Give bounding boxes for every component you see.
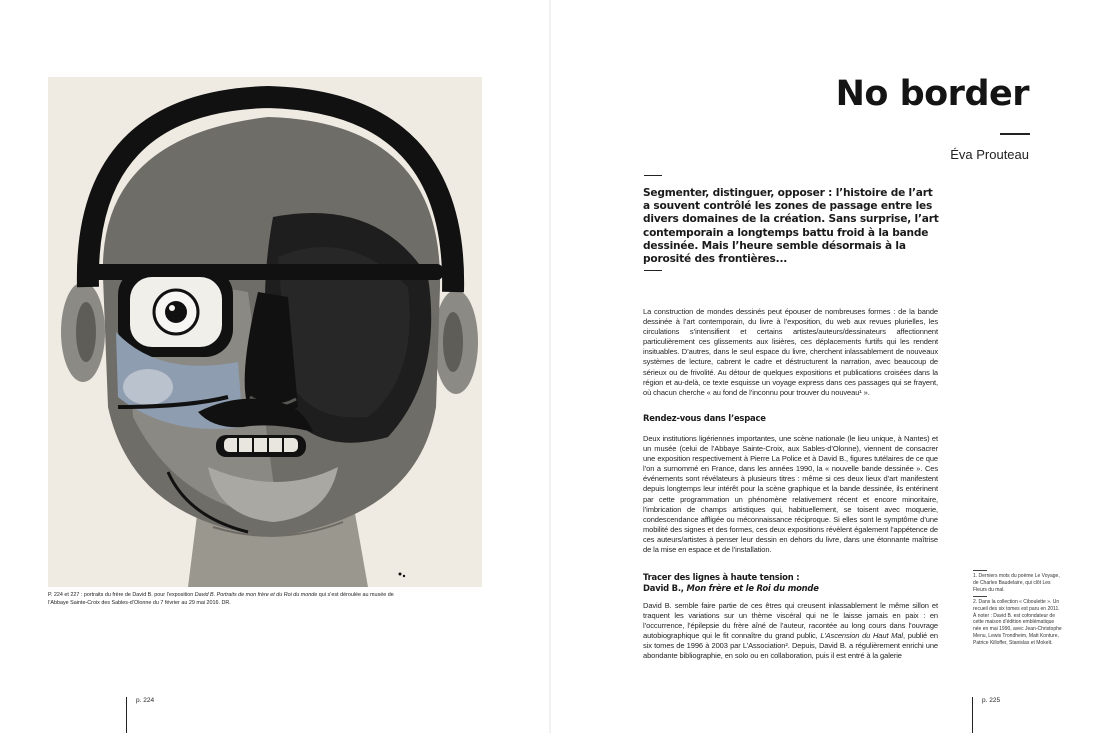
caption-text-end: qui s’est déroulée au musée de l’Abbaye Sainte-Croix des Sables-d’Olonne du 7 février au 29 mai 2016. DR. [48,592,394,606]
caption-text-start: P. 224 et 227 : portraits du frère de David B. pour l’exposition [48,592,195,598]
footnote-rule [973,596,987,597]
section2-heading [643,572,819,593]
footnote-1: 1. Derniers mots du poème Le Voyage, de Charles Baudelaire, qui clôt Les Fleurs du mal. [973,573,1060,593]
article-author: Éva Prouteau [950,147,1029,162]
section2-paragraph [643,601,938,662]
intro-paragraph: La construction de mondes dessinés peut épouser de nombreuses formes : de la bande dessinée à l’art contemporain, du livre à l’exposition, du web aux revues plurielles, les circulations s’intensifient et certains artistes/auteurs/dessinateurs affectionnent particulièrement ces glissements aux lisières, ces déplacements furtifs qui les rendent insituables. D’autres, dans le seul espace du livre, cherchent inlassablement de nouveaux systèmes de lecture, cabrent le cadre et déstructurent la narration, avec beaucoup de sérieux ou de frivolité. Au détour de quelques expositions et publications croisées dans la région et au-delà, ce texte esquisse un voyage express dans ces passages qui se frayent, où chacun cherche « au fond de l’inconnu pour trouver du nouveau¹ ». [643,307,938,397]
section2-heading-line2-italic: Mon frère et le Roi du monde [686,582,819,593]
left-folio-rule [126,697,127,733]
title-rule [1000,133,1030,135]
caption-italic-title: David B. Portraits de mon frère et du Roi du monde [194,592,318,598]
lead-top-rule [644,175,662,176]
section1-heading: Rendez-vous dans l’espace [643,413,766,423]
right-folio-rule [972,697,973,733]
section1-paragraph: Deux institutions ligériennes importantes, une scène nationale (le lieu unique, à Nantes) et un musée (celui de l’Abbaye Sainte-Croix, aux Sables-d’Olonne), viennent de consacrer une exposition respectivement à Pierre La Police et à David B., figures tutélaires de ce que l’on a surnommé en France, dans les années 1990, la « nouvelle bande dessinée ». Ces événements sont révélateurs à plusieurs titres : même si ces deux lieux d’art manifestent depuis longtemps leur intérêt pour la scène graphique et la bande dessinée, ils entérinent par cette programmation un phénomène relativement récent et encore minoritaire, l’imbrication de champs artistiques qui, habituellement, se toisent avec moquerie, condescendance affligée ou méconnaissance réciproque. Si elles sont le symptôme d’une mobilité des signes et des formes, ces deux expositions révèlent également l’appétence de ces auteurs/artistes à penser leur dessin en dehors du livre, dans une étonnante maîtrise de la mise en espace et de l’installation. [643,434,938,555]
section2-italic-book-title: L’Ascension du Haut Mal [820,631,903,641]
section2-heading-line1: Tracer des lignes à haute tension : [643,572,800,582]
section2-text-a: David B. semble faire partie de ces êtres qui creusent inlassablement le même sillon et traquent les variations sur un thème viscéral qui ne le laisse jamais en paix : en l’occurrence, l’épilepsie du frère aîné de l’auteur, racontée au long cours dans l’ouvrage autobiographique qui le fit connaître du grand public, [643,601,938,641]
footnote-rule [973,570,987,571]
section2-heading-line2-start: David B., [643,582,687,593]
footnotes [973,568,1063,647]
footnote-2: 2. Dans la collection « Ciboulette ». Un recueil des six tomes est paru en 2011. À noter : David B. est cofondateur de cette maison d’édition emblématique née en mai 1990, avec Jean-Christophe Menu, Lewis Trondheim, Matt Konture, Patrice Killoffer, Stanislas et Mokeït. [973,598,1062,647]
portrait-illustration [48,77,482,587]
section2-text-b: , publié en six tomes de 1996 à 2003 par L’Association². Depuis, David B. a régulièrement enrichi une abondante bibliographie, en solo ou en collaboration, puis il est entré à la galerie [643,631,939,661]
page-gutter [549,0,551,733]
lead-paragraph: Segmenter, distinguer, opposer : l’histoire de l’art a souvent contrôlé les zones de passage entre les divers domaines de la création. Sans surprise, l’art contemporain a longtemps battu froid à la bande dessinée. Mais l’heure semble désormais à la porosité des frontières... [643,187,939,266]
left-page-number: p. 224 [136,697,155,704]
article-title: No border [835,74,1029,114]
lead-bottom-rule [644,270,662,271]
figure-caption [48,592,398,607]
right-page-number: p. 225 [982,697,1001,704]
